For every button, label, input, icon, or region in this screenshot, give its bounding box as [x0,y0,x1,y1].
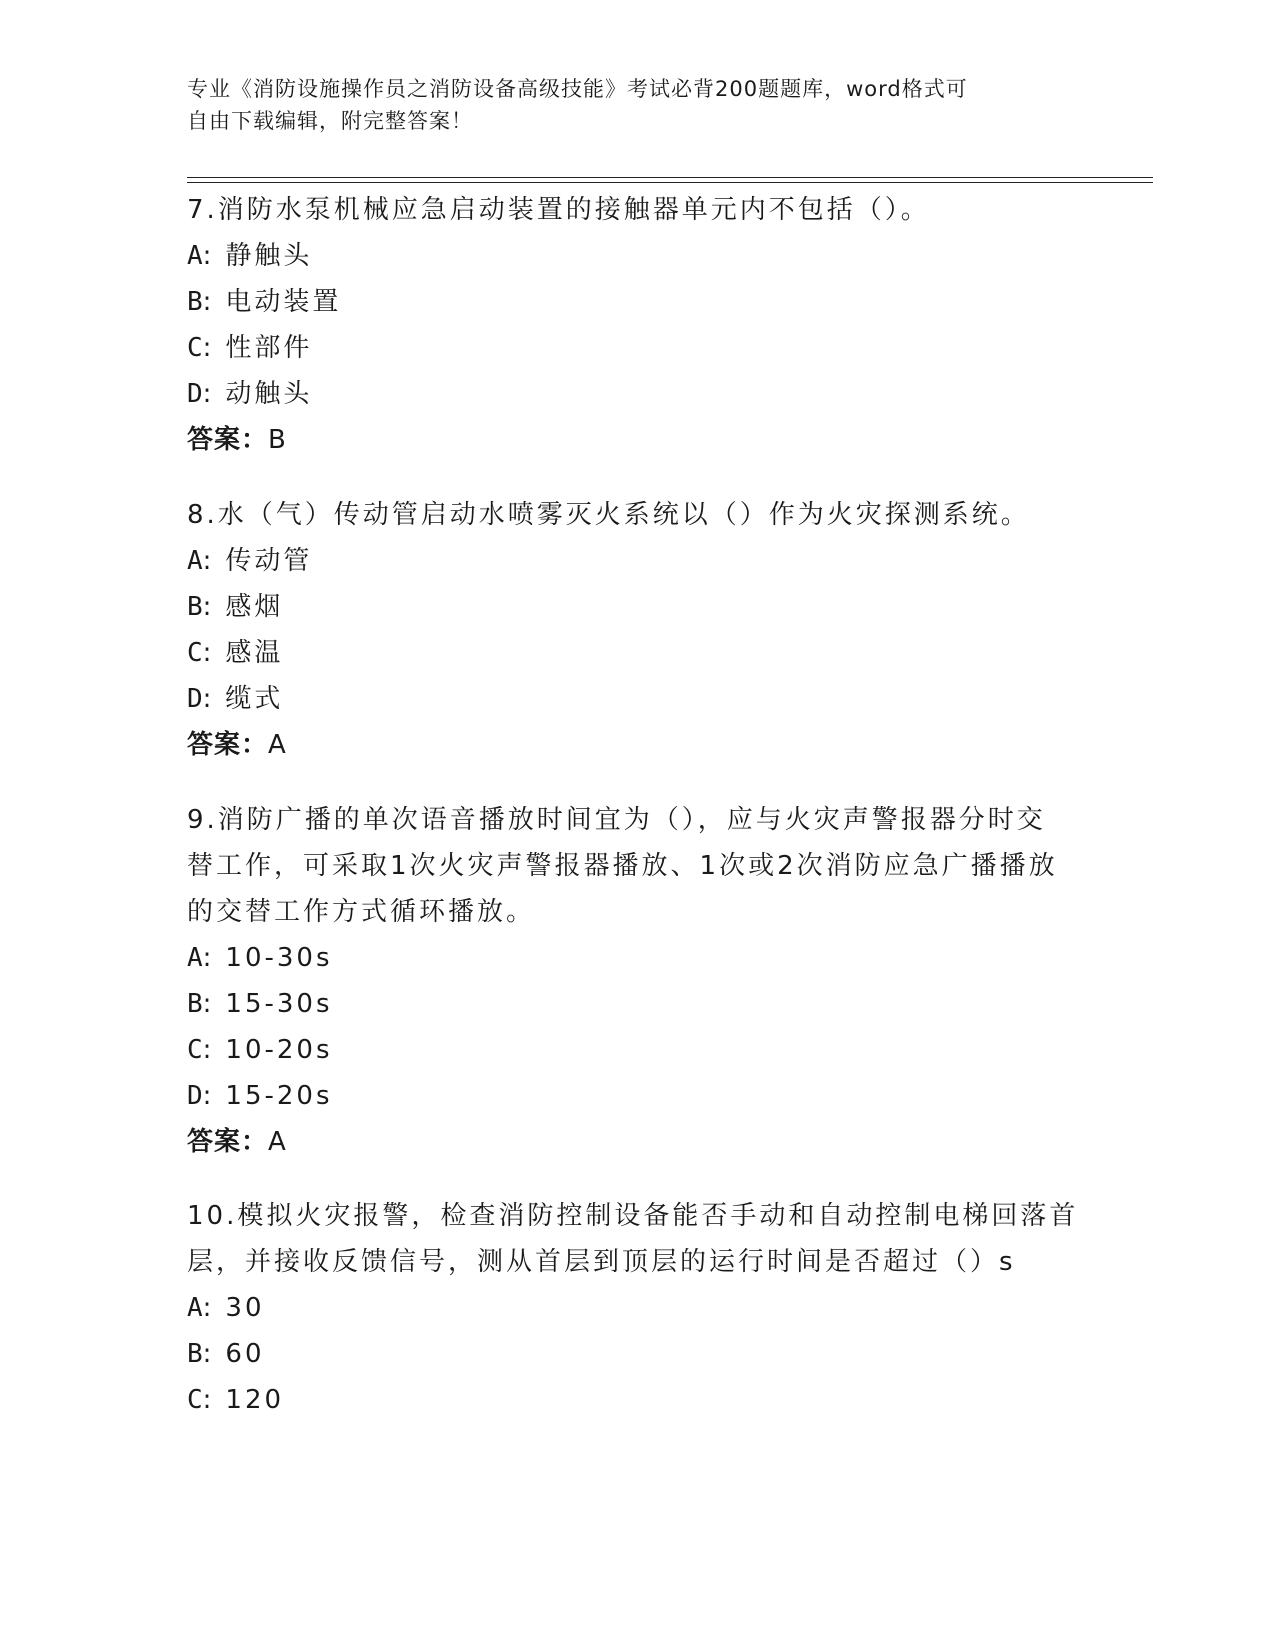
option-c: C: 10-20s [187,1035,333,1065]
option-text: 感温 [225,638,284,668]
option-text: 传动管 [225,546,313,576]
question-7 [187,187,1087,463]
option-b: B: 15-30s [187,989,333,1019]
option-text: 15-30s [225,989,333,1019]
option-text: 动触头 [225,379,313,409]
answer-value: A [268,1127,287,1157]
option-text: 感烟 [225,592,284,622]
question-text: 8.水（气）传动管启动水喷雾灭火系统以（）作为火灾探测系统。 [187,500,1030,530]
option-b: B: 60 [187,1339,265,1369]
question-text-line-3: 的交替工作方式循环播放。 [187,897,536,927]
question-text-line-2: 替工作，可采取1次火灾声警报器播放、1次或2次消防应急广播播放 [187,851,1058,881]
option-c: C: 性部件 [187,333,313,363]
answer-value: A [268,730,287,760]
option-a: A: 传动管 [187,546,313,576]
answer-label: 答案： [187,730,269,760]
option-d: D: 15-20s [187,1081,333,1111]
option-text: 缆式 [225,684,284,714]
question-9 [187,797,1087,1165]
answer-value: B [268,425,287,455]
option-b: B: 电动装置 [187,287,342,317]
question-text: 7.消防水泵机械应急启动装置的接触器单元内不包括（）。 [187,195,930,225]
answer-line [187,722,1087,768]
option-text: 静触头 [225,241,313,271]
option-text: 120 [225,1385,285,1415]
option-text: 电动装置 [225,287,342,317]
option-text: 60 [225,1339,265,1369]
option-c: C: 120 [187,1385,285,1415]
document-header [187,73,1067,137]
option-d: D: 动触头 [187,379,313,409]
option-a: A: 静触头 [187,241,313,271]
header-line-1: 专业《消防设施操作员之消防设备高级技能》考试必背200题题库，word格式可 [187,77,968,101]
header-divider-top [187,177,1153,178]
option-a: A: 10-30s [187,943,333,973]
header-divider-bottom [187,182,1153,183]
option-text: 性部件 [225,333,313,363]
option-text: 15-20s [225,1081,333,1111]
option-text: 10-20s [225,1035,333,1065]
answer-label: 答案： [187,1127,269,1157]
option-d: D: 缆式 [187,684,284,714]
question-text-line-1: 9.消防广播的单次语音播放时间宜为（），应与火灾声警报器分时交 [187,805,1046,835]
answer-label: 答案： [187,425,269,455]
question-10 [187,1193,1087,1423]
option-text: 10-30s [225,943,333,973]
option-b: B: 感烟 [187,592,284,622]
question-text-line-1: 10.模拟火灾报警，检查消防控制设备能否手动和自动控制电梯回落首 [187,1201,1079,1231]
answer-line [187,1119,1087,1165]
option-text: 30 [225,1293,265,1323]
option-a: A: 30 [187,1293,265,1323]
header-line-2: 自由下载编辑，附完整答案！ [187,109,473,133]
option-c: C: 感温 [187,638,284,668]
question-text-line-2: 层，并接收反馈信号，测从首层到顶层的运行时间是否超过（）s [187,1247,1016,1277]
answer-line [187,417,1087,463]
question-8 [187,492,1087,768]
